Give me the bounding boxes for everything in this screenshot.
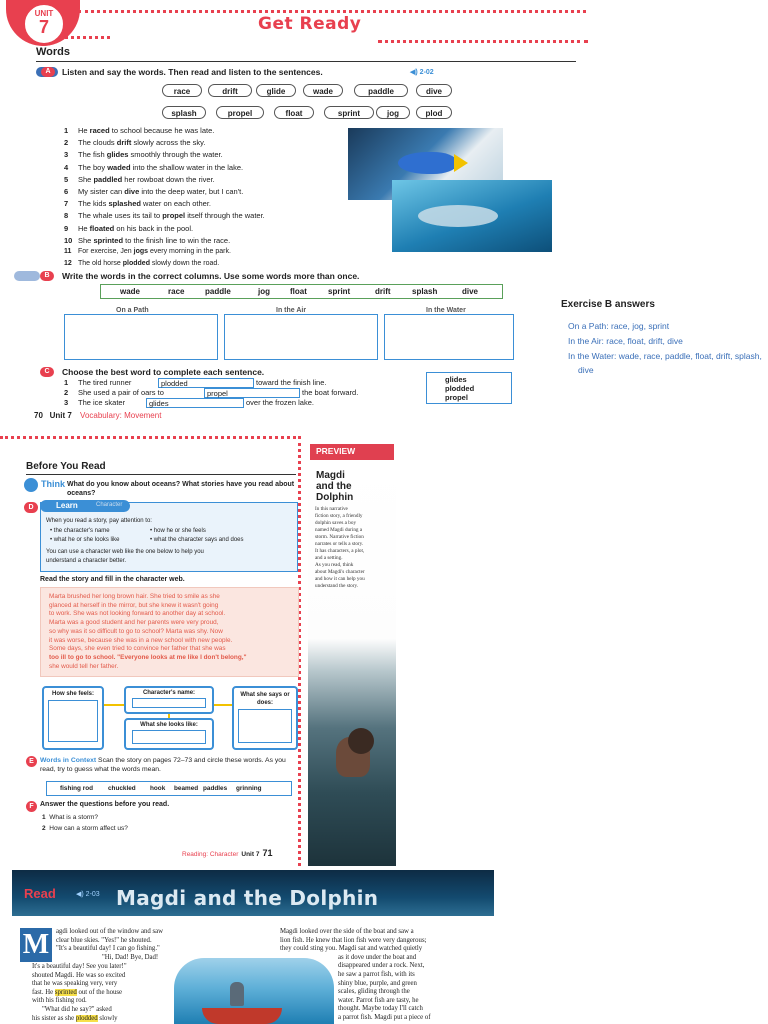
word-chip: sprint (324, 106, 374, 119)
story-title: Magdi and the Dolphin (116, 886, 379, 910)
story-line: too ill to go to school. "Everyone looks at me like I don't belong," (49, 653, 247, 661)
page-number: 70 (34, 411, 43, 420)
learn-bullet-3: • how he or she feels (150, 528, 206, 534)
sentence-number: 8 (64, 211, 69, 221)
text-fragment: fast. He (32, 988, 55, 996)
sentence (64, 236, 230, 245)
text-fragment: slowly (97, 1014, 118, 1022)
preview-title-line: Dolphin (316, 492, 354, 503)
word-chip: drift (208, 84, 252, 97)
text-line: Magdi looked over the side of the boat and saw a (280, 928, 414, 935)
learn-skill: Character (96, 502, 123, 508)
audio-track-read[interactable] (76, 890, 100, 898)
item-suffix: over the frozen lake. (246, 398, 314, 407)
think-icon (24, 478, 38, 492)
word-chip: paddle (354, 84, 408, 97)
highlight-plodded: plodded (75, 1014, 98, 1022)
read-label: Read (24, 886, 56, 901)
activity-a-instruction: Listen and say the words. Then read and listen to the sentences. (62, 67, 323, 77)
web-name-input[interactable] (132, 698, 206, 708)
think-label: Think (41, 479, 65, 489)
question-number: 1 (42, 814, 46, 821)
before-you-read-heading: Before You Read (26, 461, 106, 472)
sentence-number: 12 (64, 260, 72, 268)
sentence-number: 9 (64, 223, 69, 233)
story-page-72 (12, 870, 494, 1024)
bullet-text: how he or she feels (153, 528, 206, 534)
story-line: to work. She was not looking forward to another day at school. (49, 610, 226, 618)
text-line: lion fish. He knew that lion fish were very dangerous; (280, 936, 427, 944)
bullet-text: what he or she looks like (53, 537, 120, 543)
sentence-number: 6 (64, 187, 69, 196)
preview-text-line: storm. Narrative fiction (315, 534, 364, 540)
activity-c-badge: C (40, 367, 54, 377)
unit-badge (22, 2, 66, 46)
preview-text-line: about Magdi's character (315, 569, 365, 575)
text-line: disappeared under a rock. Next, (338, 962, 425, 970)
audio-track-a[interactable] (410, 68, 434, 76)
word-chip: race (162, 84, 202, 97)
word-bank-word: jog (258, 287, 270, 296)
blue-tang-fish (398, 152, 456, 174)
word-bank-word: float (290, 287, 307, 296)
think-question (67, 480, 303, 498)
question-text: How can a storm affect us? (49, 825, 128, 832)
choice-box (426, 372, 512, 404)
text-line: "What did he say?" asked (42, 1005, 112, 1013)
sentence (64, 260, 219, 267)
word-chip: glide (256, 84, 296, 97)
word-chip: plod (416, 106, 452, 119)
sentence-text: itself through the water. (185, 211, 265, 221)
text-line: It's a beautiful day! See you later!" (32, 963, 127, 970)
questions-instruction: Answer the questions before you read. (40, 801, 170, 808)
target-word: floated (89, 223, 115, 233)
text-line: thought. Maybe today I'll catch (338, 1005, 423, 1013)
bullet-text: what the character says and does (153, 537, 244, 543)
speaker-icon: ◀) (76, 891, 84, 898)
column-heading-air: In the Air (276, 307, 307, 314)
text-line: clear blue skies. "Yes!" he shouted. (56, 936, 152, 944)
sentence-text: The old horse (78, 260, 123, 268)
word-chip: wade (303, 84, 343, 97)
choice-3: propel (445, 393, 468, 402)
preview-title (316, 470, 353, 503)
story-passage (40, 587, 299, 677)
item-number: 3 (64, 398, 69, 407)
sentence-number: 3 (64, 150, 69, 160)
context-badge: E (26, 756, 37, 767)
preview-text-line: In this narrative (315, 506, 348, 512)
learn-outro-2: understand a character better. (46, 558, 127, 564)
web-says-label: What she says or does: (240, 692, 290, 706)
activity-c-instruction: Choose the best word to complete each sentence. (62, 367, 265, 377)
context-instruction (40, 756, 300, 774)
column-heading-path: On a Path (116, 307, 149, 314)
context-word: paddles (203, 785, 228, 792)
sentence-text: into the deep water, but I can't. (139, 187, 244, 196)
sentence-text: The clouds (78, 138, 117, 148)
text-line: "It's a beautiful day! I can go fishing." (56, 945, 160, 953)
workbook-page-70 (0, 0, 594, 425)
preview-text-line: and a setting. (315, 555, 343, 561)
page-number: 71 (262, 848, 273, 858)
question-number: 2 (42, 825, 46, 832)
sentence-number: 4 (64, 162, 69, 172)
activity-a-badge: A (41, 67, 55, 77)
text-line: water. Parrot fish are tasty, he (338, 996, 419, 1004)
sentence (64, 175, 215, 184)
learn-outro-1: You can use a character web like the one below to help you (46, 549, 204, 555)
text-fragment: out of the house (76, 988, 123, 996)
context-word: hook (150, 785, 166, 792)
answer-box-water[interactable] (384, 314, 514, 360)
web-feels-input[interactable] (48, 700, 98, 742)
target-word: propel (162, 211, 186, 221)
sentence-text: The fish (78, 150, 107, 160)
choice-1: glides (445, 375, 467, 384)
answer-line-air: In the Air: race, float, drift, dive (568, 336, 683, 346)
preview-text-line: and how it can help you (315, 576, 365, 582)
answer-line-water-cont: dive (578, 365, 594, 375)
footer-topic: Vocabulary: Movement (80, 411, 162, 420)
story-line: so why was it so difficult to go to school? Marta was shy. Now (49, 627, 223, 635)
answers-title: Exercise B answers (561, 299, 655, 310)
word-bank-word: race (168, 287, 185, 296)
web-name-label: Character's name: (142, 690, 196, 696)
text-line: a parrot fish. Magdi put a piece of (338, 1013, 431, 1021)
footer-skill: Reading: Character (182, 851, 239, 858)
questions-badge: F (26, 801, 37, 812)
target-word: paddled (93, 174, 123, 184)
target-word: jogs (133, 248, 149, 255)
learn-bullet-2: • what he or she looks like (50, 537, 120, 543)
preview-text-line: fiction story, a friendly (315, 513, 363, 519)
story-line: Marta brushed her long brown hair. She tried to smile as she (49, 593, 220, 600)
sentence-text: For exercise, Jen (78, 248, 134, 255)
word-bank-word: dive (462, 287, 479, 296)
text-line: scales, gliding through the (338, 988, 410, 996)
preview-title-line: and the (316, 481, 352, 492)
text-line: he saw a parrot fish, with its (338, 970, 415, 978)
answer-blank[interactable]: propel (204, 388, 300, 398)
web-feels-label: How she feels: (51, 691, 94, 697)
target-word: splashed (108, 199, 141, 209)
sentence-text: to school because he was late. (109, 126, 215, 135)
learn-bullet-1: • the character's name (50, 528, 110, 534)
footer-unit: Unit 7 (241, 851, 260, 858)
preview-title-line: Magdi (316, 470, 345, 481)
learn-bullet-4: • what the character says and does (150, 537, 244, 543)
story-line: it was worse, because she was in a new school with new people. (49, 636, 233, 644)
item-prefix: The tired runner (78, 378, 132, 387)
question-text: What is a storm? (49, 814, 99, 821)
text-line: agdi looked out of the window and saw (56, 928, 164, 935)
sentence-text: She (78, 174, 94, 184)
sentence-text: into the shallow water in the lake. (130, 162, 244, 172)
sentence-text: slowly down the road. (149, 260, 220, 268)
answer-box-path[interactable] (64, 314, 218, 360)
sentence-text: slowly across the sky. (131, 138, 206, 148)
sentence-number: 7 (64, 199, 69, 209)
sentence-text: She (78, 235, 94, 245)
item-number: 1 (64, 378, 69, 387)
sentence-text: her rowboat down the river. (122, 174, 215, 184)
context-label: Words in Context (40, 757, 97, 764)
page-title: Get Ready (258, 14, 362, 34)
sentence-text: on his back in the pool. (114, 223, 194, 233)
sentence-text: He (78, 126, 90, 135)
sentence-number: 10 (64, 235, 73, 245)
heading-rule (26, 474, 296, 475)
highlight-sprinted: sprinted (54, 988, 77, 996)
sentence-text: The boy (78, 162, 108, 172)
read-instruction: Read the story and fill in the character web. (40, 576, 185, 583)
audio-track-number: 2-02 (419, 69, 434, 76)
red-boat (202, 1008, 282, 1024)
context-word: grinning (236, 785, 262, 792)
learn-label: Learn (56, 501, 78, 510)
sentence-number: 5 (64, 174, 69, 184)
choice-2: plodded (445, 384, 475, 393)
item-prefix: The ice skater (78, 398, 126, 407)
dotted-border-right (378, 40, 588, 43)
boy-in-boat (230, 982, 244, 1006)
word-bank-word: paddle (205, 287, 231, 296)
boy-head (348, 728, 374, 754)
preview-text-line: named Magdi during a (315, 527, 363, 533)
learn-intro: When you read a story, pay attention to: (46, 518, 152, 524)
target-word: dive (124, 187, 140, 196)
sentence-text: every morning in the park. (148, 248, 231, 255)
page-footer (182, 848, 272, 858)
sentence (64, 211, 265, 220)
learn-badge: D (24, 502, 38, 513)
text-line (32, 1015, 127, 1024)
word-bank-word: sprint (328, 287, 351, 296)
story-line: glanced at herself in the mirror, but she knew it wasn't going (49, 601, 219, 609)
answer-blank[interactable]: glides (146, 398, 244, 408)
sentence-number: 2 (64, 138, 69, 148)
context-word: fishing rod (60, 785, 94, 792)
item-suffix: toward the finish line. (256, 378, 327, 387)
sentence (64, 187, 243, 196)
page-footer (34, 411, 161, 420)
text-line: shiny blue, purple, and green (338, 979, 417, 987)
context-text: Scan the story on pages 72–73 and circle these words. As you read, try to guess what the words mean. (40, 757, 286, 773)
web-says-input[interactable] (238, 709, 292, 743)
sentence (64, 224, 193, 233)
text-line: with his fishing rod. (32, 997, 87, 1005)
item-suffix: the boat forward. (302, 388, 359, 397)
word-bank-word: splash (412, 287, 438, 296)
answer-line-path: On a Path: race, jog, sprint (568, 321, 670, 331)
sentence-text: The kids (78, 199, 109, 209)
sentence (64, 163, 243, 172)
audio-track-number: 2-03 (85, 891, 100, 898)
text-line: that he was speaking very, very (32, 980, 118, 988)
context-word: chuckled (108, 785, 136, 792)
word-chip: dive (416, 84, 452, 97)
speaker-icon: ◀) (410, 69, 418, 76)
column1-top (56, 928, 163, 954)
target-word: plodded (122, 260, 150, 268)
answer-line-water: In the Water: wade, race, paddle, float, drift, splash, (568, 351, 762, 361)
sentence-text: He (78, 223, 90, 233)
sentence-text: My sister can (78, 187, 125, 196)
item-number: 2 (64, 388, 69, 397)
unit-label: UNIT (34, 9, 54, 18)
web-feels-box (42, 686, 104, 750)
target-word: waded (107, 162, 131, 172)
text-fragment: his sister as she (32, 1014, 76, 1022)
section-heading: Words (36, 46, 71, 58)
web-says-box (232, 686, 298, 750)
word-bank-word: drift (375, 287, 391, 296)
item-prefix: She used a pair of oars to (78, 388, 164, 397)
activity-b-badge: B (40, 271, 54, 281)
sentence-text: smoothly through the water. (128, 150, 223, 160)
answer-box-air[interactable] (224, 314, 378, 360)
text-line (32, 989, 127, 998)
sentence (64, 248, 231, 255)
reader-page-71 (0, 432, 398, 866)
column2-body (280, 928, 430, 1023)
web-looks-label: What she looks like: (140, 722, 198, 728)
text-line: shouted Magdi. He was so excited (32, 971, 126, 979)
target-word: raced (89, 126, 110, 135)
footer-unit: Unit 7 (49, 411, 72, 420)
preview-text-line: As you read, think (315, 562, 354, 568)
section-rule (36, 61, 576, 62)
preview-text-line: dolphin saves a boy (315, 520, 357, 526)
column-heading-water: In the Water (426, 307, 466, 314)
web-looks-box (124, 718, 214, 750)
story-line: she would tell her father. (49, 662, 119, 670)
sentence (64, 199, 211, 208)
preview-text-line: understand the story. (315, 583, 359, 589)
sentence (64, 150, 223, 159)
sentence-text: water on each other. (140, 199, 211, 209)
drop-cap: M (20, 928, 52, 962)
text-line: "Hi, Dad! Bye, Dad! (102, 954, 159, 961)
preview-label: PREVIEW (316, 446, 356, 456)
story-line: Marta was a good student and her parents were very proud, (49, 619, 219, 627)
preview-text-line: It has characters, a plot, (315, 548, 365, 554)
dotted-border-top (0, 436, 296, 439)
bullet-text: the character's name (53, 528, 110, 534)
question-2 (42, 825, 128, 832)
target-word: drift (116, 138, 132, 148)
think-text: What do you know about oceans? What stories have you read about oceans? (67, 481, 295, 497)
word-bank-word: wade (120, 287, 141, 296)
writing-icon (14, 271, 40, 281)
sentence-number: 11 (64, 248, 72, 255)
sentence (64, 126, 214, 135)
word-chip: propel (216, 106, 264, 119)
preview-text-line: narrates or tells a story. (315, 541, 364, 547)
sentence-number: 1 (64, 126, 69, 135)
web-looks-input[interactable] (132, 730, 206, 744)
web-name-box (124, 686, 214, 714)
text-line: as it dove under the boat and (338, 953, 417, 961)
unit-number: 7 (38, 17, 49, 37)
story-line: Some days, she even tried to convince her father that she was (49, 645, 226, 653)
sentence-text: to the finish line to win the race. (123, 235, 231, 245)
word-chip: splash (162, 106, 206, 119)
preview-text (315, 506, 393, 590)
sentence-text: The whale uses its tail to (78, 211, 163, 221)
word-chip: jog (376, 106, 410, 119)
target-word: glides (106, 150, 129, 160)
text-line: they could sting you. Magdi sat and watched quietly (280, 945, 423, 953)
sentence (64, 138, 205, 147)
activity-b-instruction: Write the words in the correct columns. Use some words more than once. (62, 271, 360, 281)
answer-blank[interactable]: plodded (158, 378, 254, 388)
dolphin-shape (418, 205, 498, 227)
word-chip: float (274, 106, 314, 119)
column1-body (32, 963, 127, 1023)
question-1 (42, 814, 98, 821)
context-word: beamed (174, 785, 199, 792)
fish-tail (454, 154, 468, 172)
dotted-border-top (78, 10, 586, 13)
target-word: sprinted (93, 235, 124, 245)
